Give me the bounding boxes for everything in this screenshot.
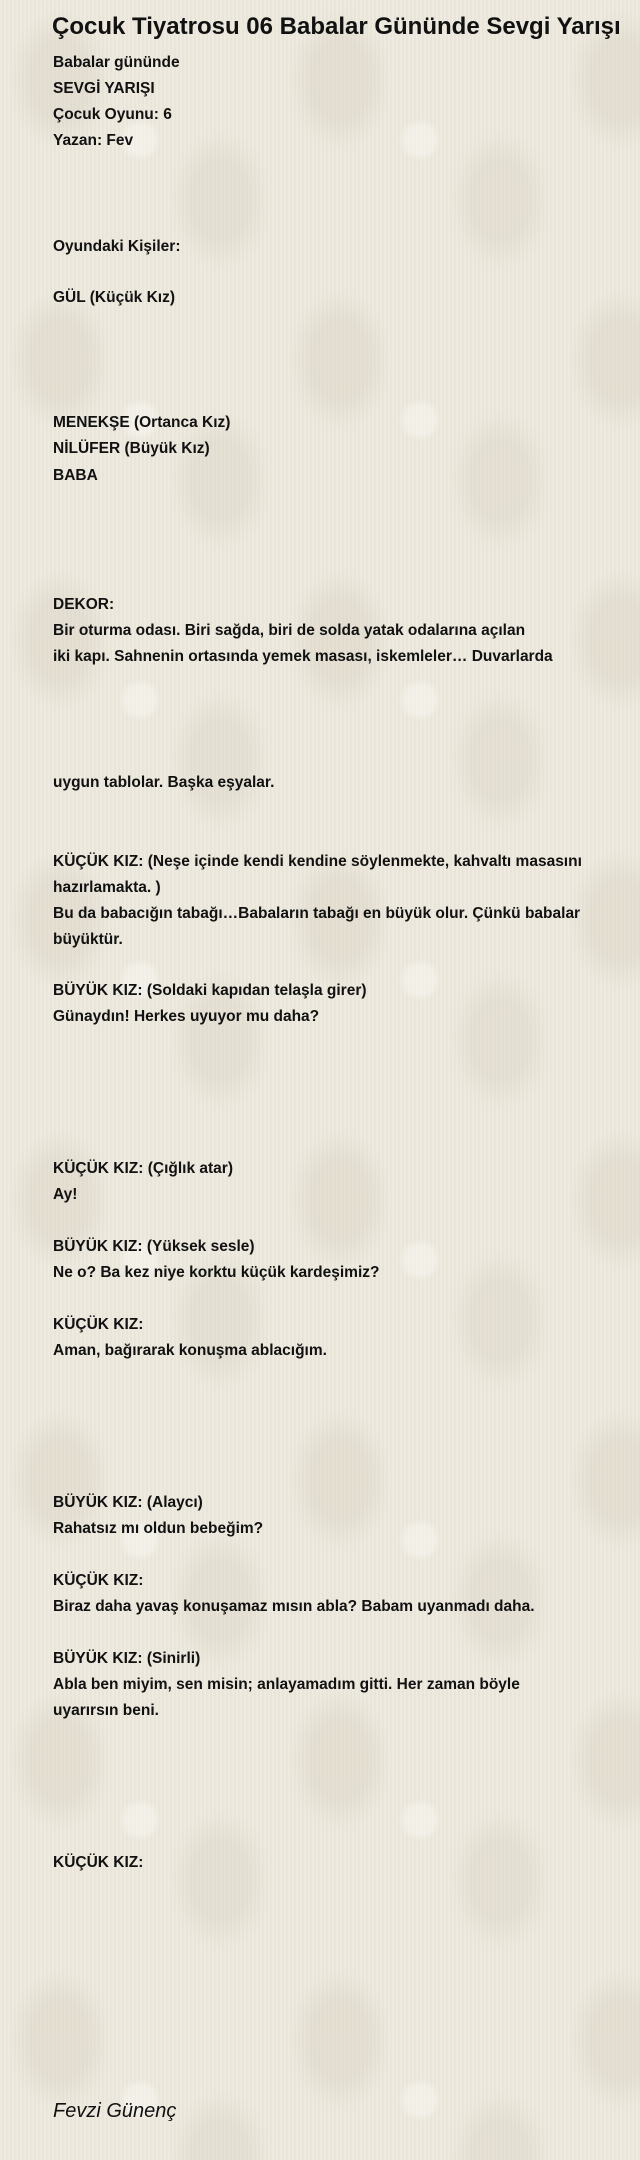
- text-line: Bir oturma odası. Biri sağda, biri de solda yatak odalarına açılan: [53, 622, 526, 639]
- text-line: BÜYÜK KIZ: (Yüksek sesle): [53, 1238, 255, 1255]
- text-line: Babalar gününde: [53, 54, 180, 71]
- text-line: KÜÇÜK KIZ: (Çığlık atar): [53, 1160, 233, 1177]
- text-line: DEKOR:: [53, 596, 115, 613]
- text-line: Rahatsız mı oldun bebeğim?: [53, 1520, 264, 1537]
- text-line: iki kapı. Sahnenin ortasında yemek masası, iskemleler… Duvarlarda: [53, 648, 553, 665]
- text-line: MENEKŞE (Ortanca Kız): [53, 414, 231, 431]
- text-line: büyüktür.: [53, 931, 123, 948]
- text-line: Yazan: Fev: [53, 132, 134, 149]
- text-line: KÜÇÜK KIZ:: [53, 1854, 144, 1871]
- text-line: Günaydın! Herkes uyuyor mu daha?: [53, 1008, 320, 1025]
- text-line: BÜYÜK KIZ: (Alaycı): [53, 1494, 203, 1511]
- text-line: BÜYÜK KIZ: (Soldaki kapıdan telaşla girer): [53, 982, 367, 999]
- text-line: Abla ben miyim, sen misin; anlayamadım gitti. Her zaman böyle: [53, 1676, 520, 1693]
- text-line: GÜL (Küçük Kız): [53, 289, 175, 306]
- text-line: Çocuk Oyunu: 6: [53, 106, 172, 123]
- text-line: Oyundaki Kişiler:: [53, 238, 181, 255]
- text-line: SEVGİ YARIŞI: [53, 80, 155, 97]
- text-line: BÜYÜK KIZ: (Sinirli): [53, 1650, 201, 1667]
- text-line: KÜÇÜK KIZ:: [53, 1572, 144, 1589]
- text-line: uygun tablolar. Başka eşyalar.: [53, 774, 275, 791]
- text-line: Bu da babacığın tabağı…Babaların tabağı en büyük olur. Çünkü babalar: [53, 905, 581, 922]
- author-signature: Fevzi Günenç: [53, 2100, 177, 2122]
- text-line: Ay!: [53, 1186, 78, 1203]
- text-line: uyarırsın beni.: [53, 1702, 159, 1719]
- text-line: NİLÜFER (Büyük Kız): [53, 440, 210, 457]
- text-line: Aman, bağırarak konuşma ablacığım.: [53, 1342, 327, 1359]
- text-line: Biraz daha yavaş konuşamaz mısın abla? Babam uyanmadı daha.: [53, 1598, 535, 1615]
- page-title: Çocuk Tiyatrosu 06 Babalar Gününde Sevgi Yarışı: [52, 13, 621, 40]
- text-line: BABA: [53, 467, 98, 484]
- text-line: KÜÇÜK KIZ: (Neşe içinde kendi kendine söylenmekte, kahvaltı masasını: [53, 853, 582, 870]
- text-line: hazırlamakta. ): [53, 879, 161, 896]
- text-line: Ne o? Ba kez niye korktu küçük kardeşimiz?: [53, 1264, 380, 1281]
- text-line: KÜÇÜK KIZ:: [53, 1316, 144, 1333]
